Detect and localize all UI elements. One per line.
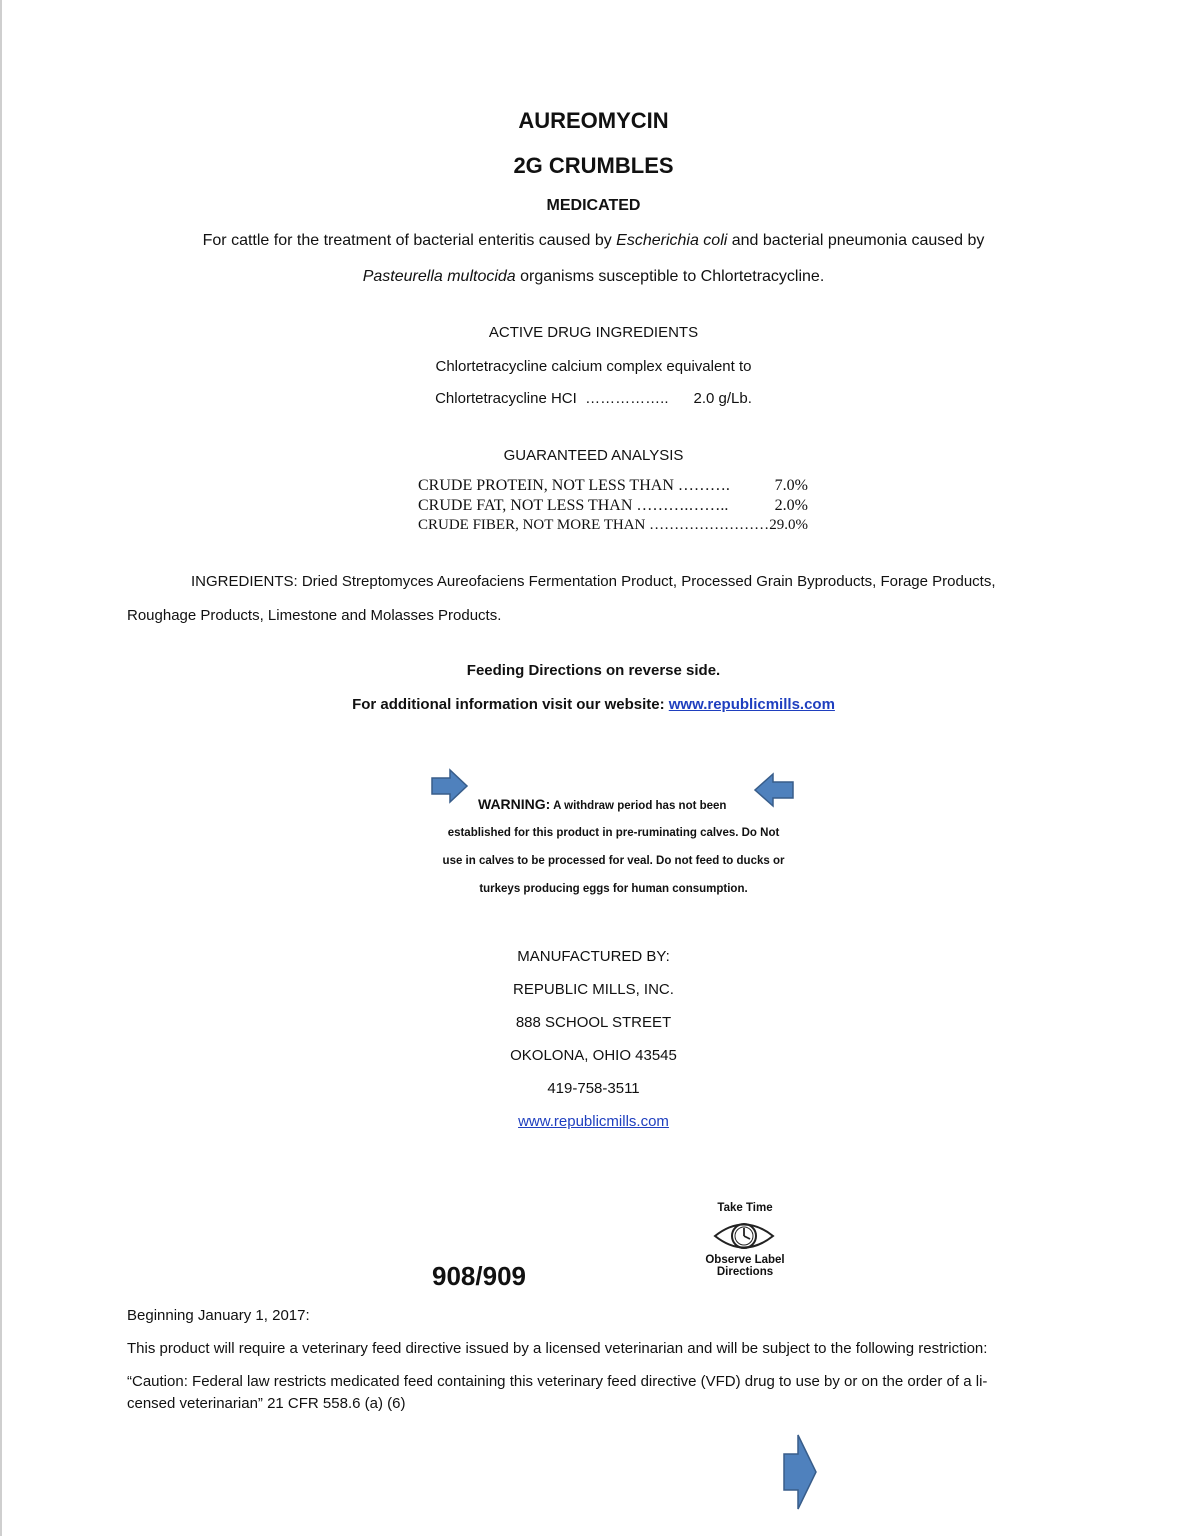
- logo-top-text: Take Time: [717, 1202, 773, 1214]
- manufacturer-website-link[interactable]: www.republicmills.com: [518, 1113, 669, 1130]
- left-arrow-icon: [753, 772, 795, 808]
- warning-label: WARNING:: [478, 796, 551, 812]
- analysis-heading: GUARANTEED ANALYSIS: [503, 447, 684, 464]
- manufacturer-city: OKOLONA, OHIO 43545: [510, 1047, 677, 1064]
- next-page-arrow-icon[interactable]: [780, 1432, 820, 1512]
- manufacturer-website: [0, 1113, 1187, 1130]
- indication-line-2: Pasteurella multocida organisms susceptible to Chlortetracycline.: [362, 268, 825, 285]
- drug-name: Chlortetracycline HCI: [435, 390, 577, 407]
- manufacturer-phone: 419-758-3511: [547, 1080, 640, 1097]
- drug-dots: ……………..: [585, 390, 669, 407]
- product-title: AUREOMYCIN: [518, 108, 669, 133]
- logo-bottom-text: Observe Label Directions: [705, 1254, 785, 1278]
- page-edge: [0, 0, 2, 1536]
- vfd-caution-line-2: censed veterinarian” 21 CFR 558.6 (a) (6): [127, 1395, 406, 1412]
- manufacturer-street: 888 SCHOOL STREET: [515, 1014, 672, 1031]
- vfd-requirement: This product will require a veterinary feed directive issued by a licensed veterinarian and will be subject to the following restriction:: [127, 1340, 988, 1357]
- warning-line-3: use in calves to be processed for veal. Do not feed to ducks or: [442, 855, 785, 867]
- analysis-row: CRUDE FAT, NOT LESS THAN ……….…….. 2.0%: [418, 497, 808, 514]
- analysis-table: [418, 477, 808, 537]
- feeding-directions: Feeding Directions on reverse side.: [466, 662, 721, 679]
- lot-number: 908/909: [432, 1261, 526, 1291]
- vfd-date: Beginning January 1, 2017:: [127, 1307, 310, 1324]
- vfd-caution-line-1: “Caution: Federal law restricts medicated feed containing this veterinary feed directive (VFD) drug to use by or on the order of a li-: [127, 1373, 988, 1390]
- warning-line-1: WARNING: A withdraw period has not been: [478, 796, 727, 812]
- active-drug-line: Chlortetracycline calcium complex equivalent to: [435, 358, 752, 375]
- indication-line-1: For cattle for the treatment of bacterial enteritis caused by Escherichia coli and bacterial pneumonia caused by: [202, 232, 985, 249]
- website-line: For additional information visit our website: www.republicmills.com: [352, 696, 835, 713]
- analysis-row: CRUDE FIBER, NOT MORE THAN …………………… 29.0%: [418, 517, 808, 533]
- analysis-row: CRUDE PROTEIN, NOT LESS THAN ………. 7.0%: [418, 477, 808, 494]
- warning-line-2: established for this product in pre-ruminating calves. Do Not: [447, 827, 780, 839]
- drug-amount: 2.0 g/Lb.: [693, 390, 752, 407]
- ingredients-line-1: INGREDIENTS: Dried Streptomyces Aureofaciens Fermentation Product, Processed Grain Byproducts, Forage Products,: [191, 573, 996, 590]
- product-form: 2G CRUMBLES: [513, 153, 674, 178]
- manufacturer-heading: MANUFACTURED BY:: [517, 948, 670, 965]
- warning-line-4: turkeys producing eggs for human consumption.: [479, 883, 748, 895]
- right-arrow-icon: [430, 768, 470, 804]
- manufacturer-name: REPUBLIC MILLS, INC.: [513, 981, 674, 998]
- ingredients-line-2: Roughage Products, Limestone and Molasses Products.: [127, 607, 502, 624]
- website-link[interactable]: www.republicmills.com: [668, 696, 835, 713]
- eye-clock-icon: [712, 1217, 776, 1255]
- active-drug-amount-row: [0, 390, 1187, 407]
- medicated-label: MEDICATED: [546, 197, 641, 214]
- active-drug-heading: ACTIVE DRUG INGREDIENTS: [488, 324, 699, 341]
